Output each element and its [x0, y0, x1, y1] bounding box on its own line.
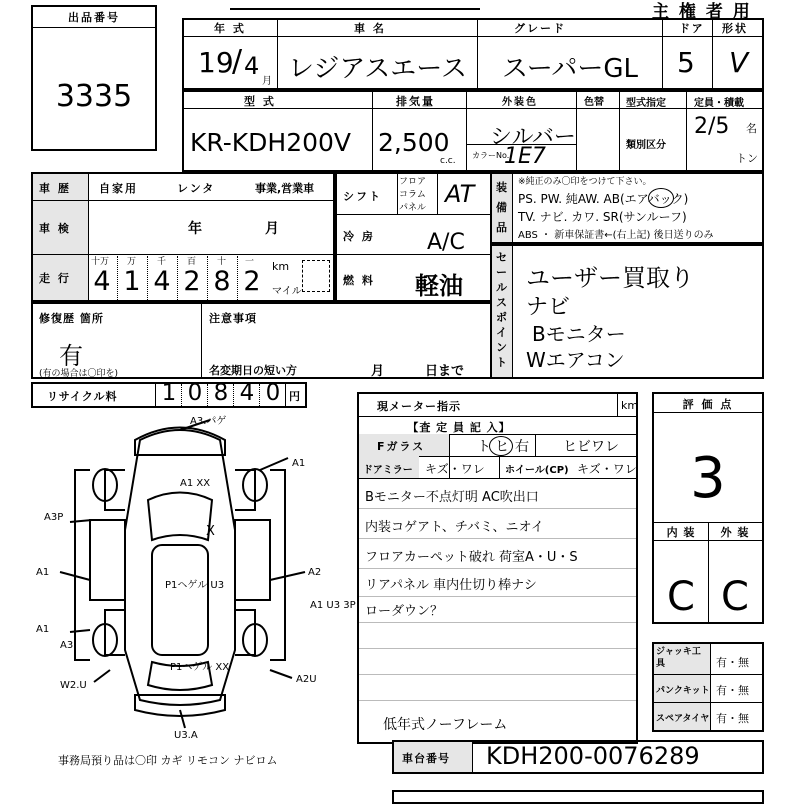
- fuel-label: 燃 料: [343, 274, 375, 287]
- shift-value: AT: [445, 180, 475, 208]
- mirror-value: キズ・ワレ: [425, 462, 485, 476]
- inspector-section-title: 【査 定 員 記 入】: [407, 421, 511, 434]
- color-value: シルバー: [490, 125, 576, 150]
- mileage-km-label: km: [272, 260, 290, 273]
- meter-unit: km: [621, 399, 639, 412]
- damage-annotation: A2: [308, 567, 322, 578]
- year-value: 19: [198, 46, 234, 79]
- repair-box: [31, 302, 492, 379]
- spare-yes-no: 有・無: [716, 712, 749, 725]
- equipment-label: 装備品: [496, 181, 507, 234]
- recycle-digit: 4: [239, 380, 255, 406]
- sale-points-label: セールスポイント: [496, 251, 507, 369]
- puncture-yes-no: 有・無: [716, 684, 749, 697]
- lot-number-label: 出品番号: [68, 11, 120, 24]
- type-label: 型 式: [244, 95, 276, 108]
- sale-point-item: ナビ: [526, 295, 571, 320]
- capacity-unit-persons: 名: [746, 122, 757, 135]
- bottom-partial-box: [392, 790, 764, 804]
- year-label: 年 式: [214, 22, 246, 35]
- recycle-label: リサイクル料: [47, 390, 118, 403]
- tools-box: [652, 642, 764, 732]
- damage-annotation: P1ヘゲル XX: [170, 662, 230, 673]
- sale-point-item: Bモニター: [532, 322, 626, 346]
- capacity-value: 2/5: [694, 114, 730, 139]
- fuel-value: 軽油: [415, 272, 463, 300]
- mileage-digit: 8: [213, 266, 231, 297]
- wheel-label: ホイール(CP): [505, 465, 569, 476]
- remark-line: 内装コゲアト、チバミ、ニオイ: [365, 520, 544, 535]
- damage-annotation: A1: [292, 458, 306, 469]
- name-change-day: 日まで: [425, 364, 465, 379]
- interior-label: 内 装: [666, 526, 696, 539]
- exterior-value: C: [721, 574, 749, 620]
- damage-annotation: A1: [36, 567, 50, 578]
- chassis-label: 車台番号: [402, 752, 450, 765]
- damage-annotation: A1: [36, 624, 50, 635]
- spec-box: [182, 90, 764, 172]
- history-label: 車 歴: [39, 182, 71, 195]
- capacity-unit-tons: トン: [736, 152, 758, 165]
- history-option-rental: レンタ: [177, 182, 216, 195]
- type-value: KR-KDH200V: [190, 128, 352, 157]
- mileage-digit: 2: [243, 266, 261, 297]
- ac-value: A/C: [427, 230, 465, 255]
- mileage-digit: 4: [93, 266, 111, 297]
- damage-annotation: A3.パゲ: [190, 416, 227, 427]
- inspection-year: 年: [188, 221, 204, 237]
- ac-label: 冷 房: [343, 230, 375, 243]
- jack-yes-no: 有・無: [716, 656, 749, 669]
- model-value: レジアスエース: [288, 54, 468, 84]
- month-value: 4: [244, 52, 260, 80]
- glass-value-left: ト: [477, 439, 491, 455]
- sale-point-item: ユーザー買取り: [526, 264, 694, 292]
- capacity-label: 定員・積載: [694, 98, 744, 109]
- doors-label: ドア: [679, 22, 705, 35]
- rating-score: 3: [690, 446, 726, 511]
- sale-point-item: Wエアコン: [526, 348, 625, 372]
- color-no-value: 1E7: [504, 144, 546, 169]
- glass-value-right: 右: [515, 439, 529, 455]
- remark-line: リアパネル 車内仕切り棒ナシ: [365, 578, 537, 593]
- repair-note: (有の場合は〇印を): [39, 369, 119, 379]
- exterior-label: 外 装: [720, 526, 750, 539]
- damage-annotation: A3: [60, 640, 74, 651]
- category-label: 類別区分: [626, 140, 666, 151]
- repair-value: 有: [59, 342, 83, 370]
- repair-label: 修復歴 箇所: [39, 312, 104, 325]
- remark-line: Bモニター不点灯明 AC吹出口: [365, 490, 539, 505]
- damage-annotation: A1 U3 3P: [310, 600, 356, 611]
- mileage-digit: 4: [153, 266, 171, 297]
- recycle-digit: 8: [213, 380, 229, 406]
- mirror-label: ドアミラー: [363, 465, 413, 476]
- lot-number-value: 3335: [55, 79, 133, 114]
- sale-points-box: [490, 244, 764, 379]
- rating-label: 評 価 点: [682, 398, 734, 411]
- grade-value: スーパーGL: [502, 54, 639, 84]
- puncture-label: パンクキット: [656, 686, 710, 696]
- damage-annotation: X: [206, 524, 215, 539]
- interior-value: C: [667, 574, 695, 620]
- grade-label: グレード: [514, 22, 566, 35]
- vehicle-damage-diagram: [30, 410, 356, 750]
- recycle-digit: 0: [187, 380, 203, 406]
- recycle-digit: 1: [161, 380, 177, 406]
- damage-annotation: A2U: [296, 674, 317, 685]
- remark-line: ローダウン？: [365, 604, 444, 619]
- name-change-month: 月: [371, 364, 387, 379]
- vehicle-header-box: [182, 18, 764, 90]
- damage-annotation: W2.U: [60, 680, 87, 691]
- equipment-note: ※純正のみ〇印をつけて下さい。: [518, 177, 652, 187]
- equipment-box: [490, 172, 764, 244]
- chassis-box: [392, 740, 764, 774]
- inspector-bottom-note: 低年式ノーフレーム: [383, 717, 508, 733]
- inspection-label: 車 検: [39, 222, 71, 235]
- damage-annotation: A3P: [44, 512, 64, 523]
- history-option-commercial: 事業,営業車: [255, 182, 315, 195]
- shift-option-column: コラム: [399, 190, 426, 200]
- shift-option-floor: フロア: [399, 177, 427, 187]
- spare-label: スペアタイヤ: [656, 714, 710, 724]
- damage-annotation: A1 XX: [180, 478, 211, 489]
- equipment-line2: TV. ナビ. カワ. SR(サンルーフ): [518, 210, 687, 224]
- recycle-digit: 0: [265, 380, 281, 406]
- shift-option-panel: パネル: [399, 203, 427, 213]
- shift-label: シフト: [343, 190, 382, 203]
- mileage-digit: 2: [183, 266, 201, 297]
- displacement-unit: c.c.: [440, 156, 456, 166]
- displacement-label: 排気量: [396, 95, 435, 108]
- month-unit: 月: [262, 76, 272, 87]
- recycle-unit: 円: [289, 390, 300, 403]
- remark-line: フロアカーペット破れ 荷室A・U・S: [365, 550, 578, 565]
- mileage-mile-label: マイル: [272, 286, 302, 297]
- jack-label: ジャッキ工具: [656, 647, 701, 669]
- diagram-footer: 事務局預り品は〇印 カギ リモコン ナビロム: [58, 754, 278, 767]
- mileage-label: 走 行: [39, 272, 71, 285]
- color-no-label: カラーNo.: [472, 151, 510, 160]
- rating-box: [652, 392, 764, 624]
- type-designation-label: 型式指定: [626, 98, 666, 109]
- notes-label: 注意事項: [209, 312, 257, 325]
- inspector-box: [357, 392, 638, 744]
- lot-number-box: [31, 5, 157, 151]
- displacement-value: 2,500: [378, 128, 450, 157]
- shape-value: V: [729, 46, 749, 79]
- glass-circle-mark: [489, 436, 513, 456]
- ab-circle-mark: [648, 188, 674, 208]
- glass-other: ヒビワレ: [563, 439, 619, 455]
- glass-value-mid: ヒ: [495, 439, 509, 455]
- shift-box: [335, 172, 492, 302]
- model-label: 車 名: [354, 22, 386, 35]
- inspection-month: 月: [265, 221, 281, 237]
- chassis-value: KDH200-0076289: [486, 742, 700, 770]
- damage-annotation: U3.A: [174, 730, 198, 741]
- name-change-label: 名変期日の短い方: [209, 364, 297, 377]
- equipment-line3: ABS ・ 新車保証書←(右上記) 後日送りのみ: [518, 230, 714, 241]
- doors-value: 5: [677, 46, 695, 79]
- glass-label: Fガラス: [377, 440, 426, 453]
- exterior-color-label: 外装色: [502, 97, 538, 108]
- top-header-scribble: [230, 0, 480, 10]
- mileage-digits: 十万 万 千 百 十 一 4 1 4 2 8 2: [87, 254, 267, 300]
- color-change-label: 色替: [584, 97, 604, 108]
- shape-label: 形状: [722, 22, 748, 35]
- history-option-private: 自家用: [99, 182, 138, 195]
- meter-label: 現メーター指示: [377, 400, 461, 413]
- owner-status: 主 権 者 用: [652, 2, 752, 22]
- mile-checkbox: [302, 260, 330, 292]
- recycle-box: [31, 382, 307, 408]
- year-slash: /: [232, 44, 243, 79]
- damage-annotation: P1ヘゲル U3: [165, 580, 225, 591]
- wheel-value: キズ・ワレ: [577, 462, 637, 476]
- mileage-digit: 1: [123, 266, 141, 297]
- equipment-line1: PS. PW. 純AW. AB(エアバック): [518, 192, 689, 206]
